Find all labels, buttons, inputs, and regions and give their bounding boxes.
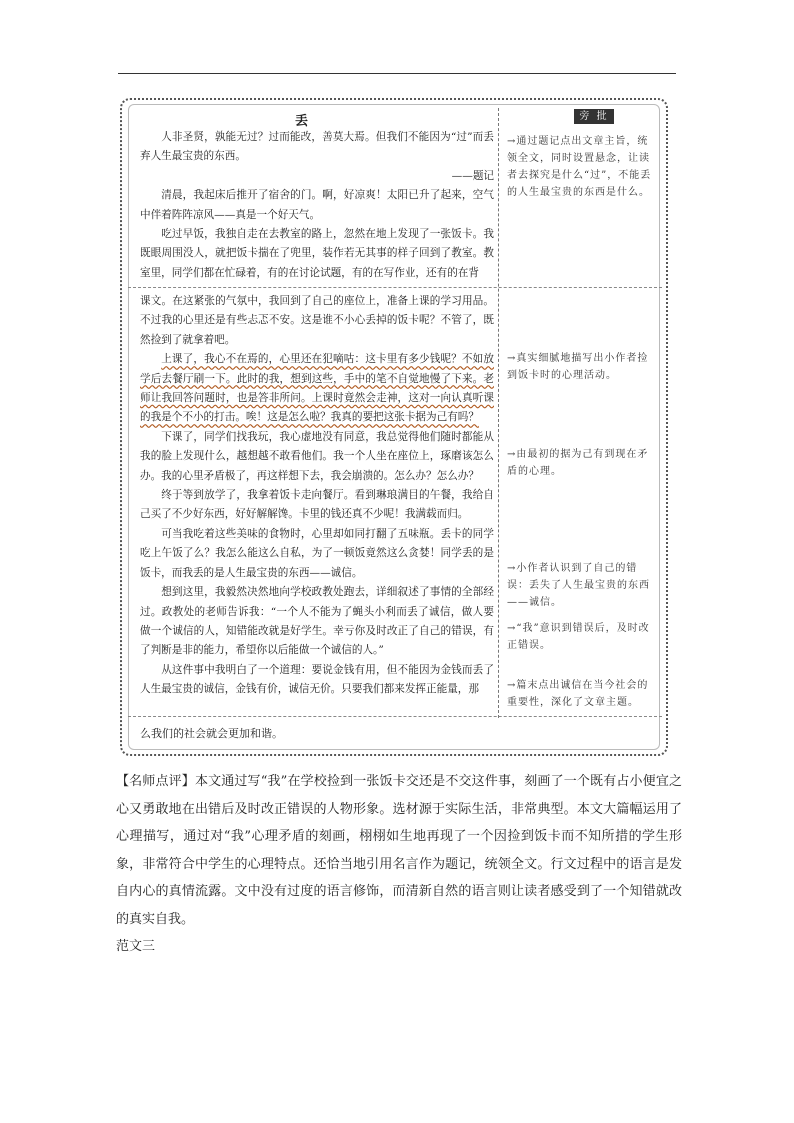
side-note: →由最初的据为己有到现在矛盾的心理。 — [507, 449, 649, 477]
essay-body-top — [140, 128, 494, 283]
wavy-underlined-text: 上课了，我心不在焉的，心里还在犯嘀咕：这卡里有多少钱呢？不如放学后去餐厅刷一下。此时的我，想到这些，手中的笔不自觉地慢了下来。老师让我回答问题时，也是答非所问。上课时竟然会走神，这对一向认真听课的我是个不小的打击。唉！这是怎么啦？我真的要把这张卡据为己有吗？ — [140, 353, 494, 424]
essay-paragraph: 想到这里，我毅然决然地向学校政教处跑去，详细叙述了事情的全部经过。政教处的老师告诉我：“一个人不能为了蝇头小利而丢了诚信，做人要做一个诚信的人，知错能改就是好学生。幸亏你及时改正了自己的错误，有了判断是非的能力，希望你以后能做一个诚信的人。” — [140, 586, 494, 657]
epigraph: 人非圣贤，孰能无过？过而能改，善莫大焉。但我们不能因为“过”而丢弃人生最宝贵的东西。 — [140, 131, 494, 163]
essay-title: 丢 — [295, 114, 309, 129]
side-notes-tag: 旁 批 — [574, 109, 614, 124]
essay-paragraph: 可当我吃着这些美味的食物时，心里却如同打翻了五味瓶。丢卡的同学吃上午饭了么？我怎么能这么自私，为了一顿饭竟然这么贪婪！同学丢的是饭卡，而我丢的是人生最宝贵的东西——诚信。 — [140, 527, 494, 579]
side-note: →“我”意识到错误后，及时改正错误。 — [507, 623, 650, 651]
header-rule — [118, 73, 676, 74]
essay-paragraph-highlighted — [140, 350, 494, 428]
essay-body-bottom — [140, 292, 494, 700]
next-section-title: 范文三 — [116, 939, 156, 954]
comment-text: 本文通过写“我”在学校捡到一张饭卡交还是不交这件事，刻画了一个既有占小便宜之心又勇敢地在出错后及时改正错误的人物形象。选材源于实际生活，非常典型。本文大篇幅运用了心理描写，通过对“我”心理矛盾的刻画，栩栩如生地再现了一个因捡到饭卡而不知所措的学生形象，非常符合中学生的心理特点。还恰当地引用名言作为题记，统领全文。行文过程中的语言是发自内心的真情流露。文中没有过度的语言修饰，而清新自然的语言则让读者感受到了一个知错就改的真实自我。 — [116, 774, 682, 927]
essay-paragraph-continued: 课文。在这紧张的气氛中，我回到了自己的座位上，准备上课的学习用品。不过我的心里还是有些忐忑不安。这是谁不小心丢掉的饭卡呢？不管了，既然捡到了就拿着吧。 — [140, 295, 494, 346]
essay-paragraph: 从这件事中我明白了一个道理：要说金钱有用，但不能因为金钱而丢了人生最宝贵的诚信，金钱有价，诚信无价。只要我们都来发挥正能量，那 — [140, 663, 494, 696]
side-note: →真实细腻地描写出小作者捡到饭卡时的心理活动。 — [507, 353, 649, 381]
essay-paragraph: 下课了，同学们找我玩，我心虚地没有同意，我总觉得他们随时都能从我的脸上发现什么，越想越不敢看他们。我一个人坐在座位上，琢磨该怎么办。我的心里矛盾极了，再这样想下去，我会崩溃的。怎么办？怎么办？ — [140, 430, 494, 482]
essay-paragraph: 吃过早饭，我独自走在去教室的路上，忽然在地上发现了一张饭卡。我既眼周围没人，就把饭卡揣在了兜里，装作若无其事的样子回到了教室。教室里，同学们都在忙碌着，有的在讨论试题，有的在写作业，还有的在背 — [140, 228, 494, 279]
side-note: →篇末点出诚信在当今社会的重要性，深化了文章主题。 — [507, 680, 649, 708]
essay-last-line: 么我们的社会就会更加和谐。 — [140, 727, 283, 740]
teacher-comment — [116, 768, 682, 933]
side-note: →小作者认识到了自己的错误：丢失了人生最宝贵的东西——诚信。 — [507, 563, 650, 608]
margin-divider — [498, 108, 499, 718]
epigraph-attribution: ——题记 — [451, 169, 494, 182]
page-break-divider-2 — [128, 716, 662, 717]
page-break-divider — [128, 287, 662, 288]
essay-paragraph: 终于等到放学了，我拿着饭卡走向餐厅。看到琳琅满目的午餐，我给自己买了不少好东西，好好解解馋。卡里的钱还真不少呢！我满载而归。 — [140, 489, 494, 521]
side-note: →通过题记点出文章主旨，统领全文，同时设置悬念，让读者去探究是什么“过”，不能丢的人生最宝贵的东西是什么。 — [507, 136, 652, 198]
comment-label: 【名师点评】 — [116, 774, 195, 789]
essay-paragraph: 清晨，我起床后推开了宿舍的门。啊，好凉爽！太阳已升了起来，空气中伴着阵阵凉风——真是一个好天气。 — [140, 189, 494, 221]
